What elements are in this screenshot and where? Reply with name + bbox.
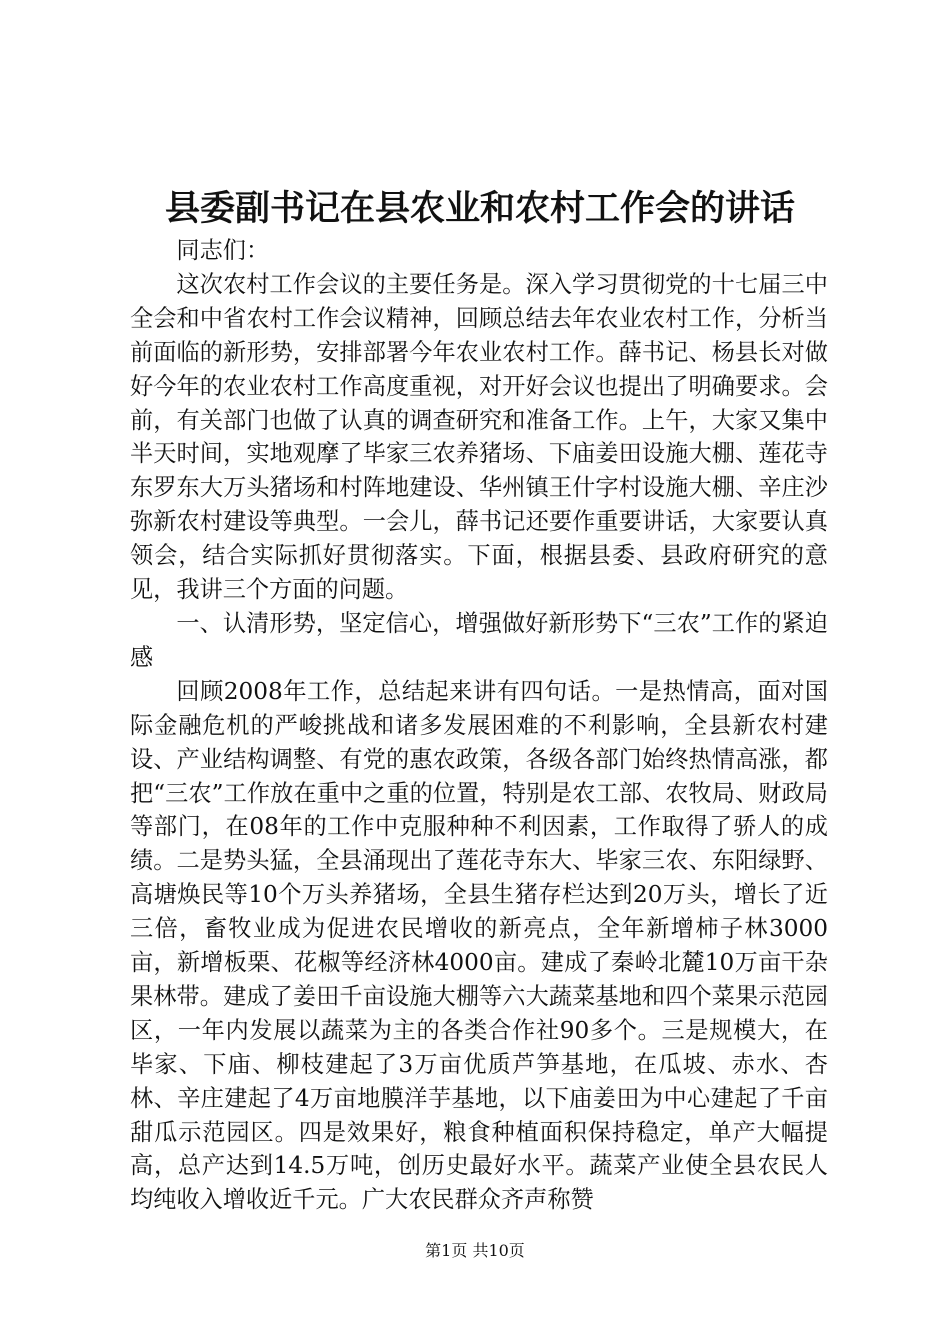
document-body [130, 234, 828, 1217]
section-heading-1: 一、认清形势，坚定信心，增强做好新形势下“三农”工作的紧迫感 [130, 609, 828, 671]
document-title: 县委副书记在县农业和农村工作会的讲话 [164, 188, 795, 229]
page-number: 第1页 共10页 [425, 1241, 525, 1260]
salutation: 同志们： [176, 237, 270, 264]
paragraph-intro: 这次农村工作会议的主要任务是。深入学习贯彻党的十七届三中全会和中省农村工作会议精神，回顾总结去年农业农村工作，分析当前面临的新形势，安排部署今年农业农村工作。薛书记、杨县长对做好今年的农业农村工作高度重视，对开好会议也提出了明确要求。会前，有关部门也做了认真的调查研究和准备工作。上午，大家又集中半天时间，实地观摩了毕家三农养猪场、下庙姜田设施大棚、莲花寺东罗东大万头猪场和村阵地建设、华州镇王什字村设施大棚、辛庄沙弥新农村建设等典型。一会儿，薛书记还要作重要讲话，大家要认真领会，结合实际抓好贯彻落实。下面，根据县委、县政府研究的意见，我讲三个方面的问题。 [130, 270, 828, 604]
paragraph-review-2008: 回顾2008年工作，总结起来讲有四句话。一是热情高，面对国际金融危机的严峻挑战和诸多发展困难的不利影响，全县新农村建设、产业结构调整、有党的惠农政策，各级各部门始终热情高涨，都把“三农”工作放在重中之重的位置，特别是农工部、农牧局、财政局等部门，在08年的工作中克服种种不利因素，工作取得了骄人的成绩。二是势头猛，全县涌现出了莲花寺东大、毕家三农、东阳绿野、高塘焕民等10个万头养猪场，全县生猪存栏达到20万头，增长了近三倍，畜牧业成为促进农民增收的新亮点，全年新增柿子林3000亩，新增板栗、花椒等经济林4000亩。建成了秦岭北麓10万亩干杂果林带。建成了姜田千亩设施大棚等六大蔬菜基地和四个菜果示范园区，一年内发展以蔬菜为主的各类合作社90多个。三是规模大，在毕家、下庙、柳枝建起了3万亩优质芦笋基地，在瓜坡、赤水、杏林、辛庄建起了4万亩地膜洋芋基地，以下庙姜田为中心建起了千亩甜瓜示范园区。四是效果好，粮食种植面积保持稳定，单产大幅提高，总产达到14.5万吨，创历史最好水平。蔬菜产业使全县农民人均纯收入增收近千元。广大农民群众齐声称赞 [130, 677, 828, 1214]
